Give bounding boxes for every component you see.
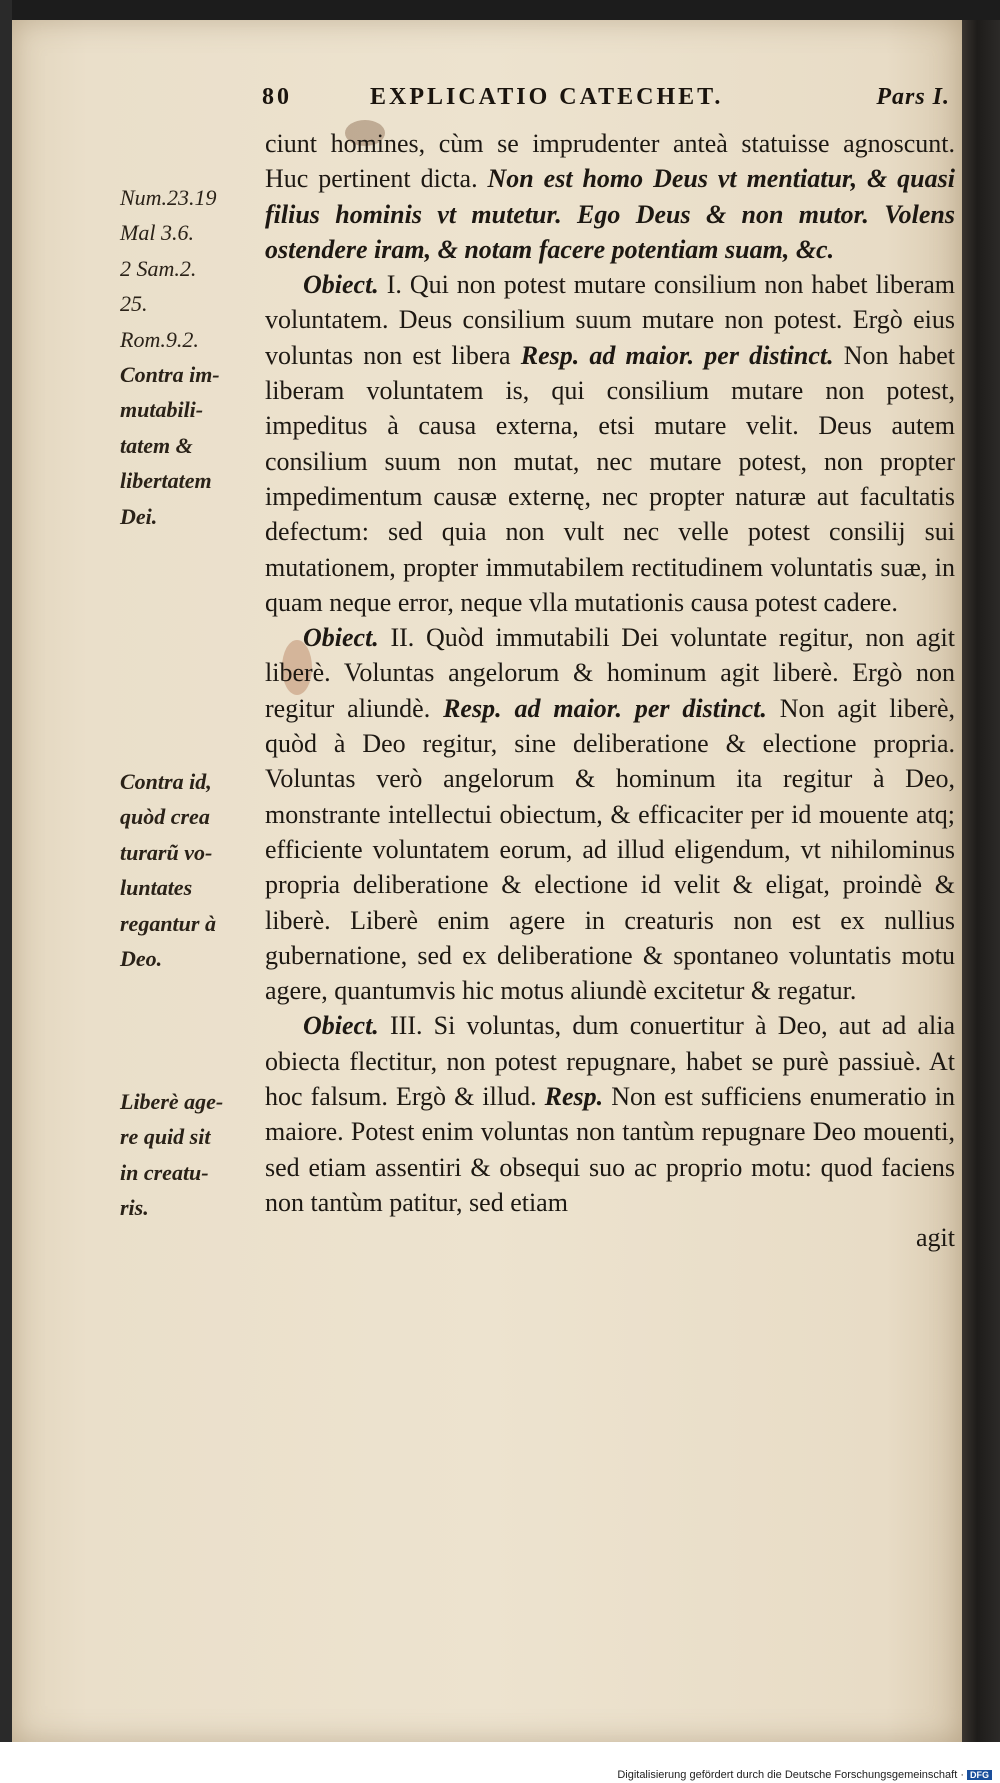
margin-note-line: tatem & [120,432,193,458]
margin-note-line: mutabili- [120,397,204,423]
body-text: Non est sufficiens enumeratio in maiore. Potest enim voluntas non tantùm repugnare Deo mouenti, sed etiam assentiri & obsequi suo ac proprio motu: quod faciens non tantùm patitur, sed etiam [265,1082,955,1217]
credit-text: Digitalisierung gefördert durch die Deutsche Forschungsgemeinschaft · [617,1769,964,1781]
objection-1 [265,267,955,620]
body-text: III. Si voluntas, dum conuertitur à Deo, aut ad alia obiecta flectitur, non potest repugnare, habet se purè passiuè. At hoc falsum. Ergò & illud. [265,1011,955,1112]
objection-label: Obiect. [303,270,379,300]
objection-label: Obiect. [303,1011,379,1041]
body-text: Non habet liberam voluntatem is, qui consilium mutare non potest, impeditus à causa externa, etsi mutare velit. Deus autem consilium suum non mutat, nec mutare potest, non propter impedimentum causæ externę, nec propter naturæ aut facultatis defectum: sed quia non vult nec velle potest consilij sui mutationem, propter immutabilem rectitudinem voluntatis suæ, in quam neque error, neque vlla mutationis causa potest cadere. [265,340,955,617]
margin-note-line: libertatem [120,468,212,494]
scan-left-edge [0,0,12,1783]
footer-bar [0,1742,1000,1783]
body-text: Non agit liberè, quòd à Deo regitur, sine deliberatione & electione propria. Voluntas verò angelorum & hominum ita regitur à Deo, monstrante intellectui obiectum, & efficaciter per id mouente atq; efficiente voluntatem eorum, ad illud eligendum, vt nihilominus propria deliberatione & electione id velit & eligat, proindè & liberè. Liberè enim agere in creaturis non est ex nullius gubernatione, sed ex deliberatione & spontaneo voluntatis motu agere, quantumvis hic motus aliundè excitetur & regatur. [265,693,955,1006]
margin-note-line: Contra im- [120,362,220,388]
body-text: II. Quòd immutabili Dei voluntate regitur, non agit liberè. Voluntas angelorum & hominum agit liberè. Ergò non regitur aliundè. [265,623,955,723]
margin-note-creatures [120,764,260,976]
book-edge [962,20,1000,1742]
margin-note-references [120,180,260,534]
scripture-ref: Num.23.19 [120,185,217,210]
scripture-ref: Rom.9.2. [120,326,199,352]
page-number: 80 [262,84,292,110]
margin-note-line: quòd crea [120,804,210,830]
paragraph-continuation [265,126,955,267]
objection-2 [265,620,955,1008]
margin-note-line: Deo. [120,946,163,972]
body-text: ciunt homines, cùm se imprudenter anteà statuisse agnoscunt. Huc pertinent dicta. [265,129,955,194]
scripture-ref: 2 Sam.2. [120,255,197,281]
digitization-credit [617,1769,992,1781]
margin-note-line: Contra id, [120,769,212,794]
scripture-ref: 25. [120,291,148,317]
margin-note-line: regantur à [120,910,216,936]
response-label: Resp. ad maior. per distinct. [443,693,767,723]
running-title: EXPLICATIO CATECHET. [370,84,724,110]
margin-note-line: luntates [120,875,193,901]
objection-label: Obiect. [303,623,379,653]
response-label: Resp. ad maior. per distinct. [520,340,834,370]
objection-3 [265,1008,955,1220]
margin-note-line: ris. [120,1195,149,1221]
part-label: Pars I. [876,84,950,110]
margin-note-line: turarũ vo- [120,839,213,865]
dfg-logo: DFG [967,1770,992,1780]
scripture-ref: Mal 3.6. [120,220,194,246]
margin-note-free-agency [120,1084,260,1226]
margin-note-line: in creatu- [120,1159,209,1185]
body-text: I. Qui non potest mutare consilium non habet liberam voluntatem. Deus consilium suum mutare non potest. Ergò eius voluntas non est libera [265,270,955,370]
catchword-line [265,1220,955,1255]
response-label: Resp. [544,1082,604,1112]
margin-note-line: Liberè age- [120,1089,224,1114]
main-text [265,126,955,1256]
catchword: agit [916,1223,955,1253]
margin-note-line: re quid sit [120,1124,211,1150]
margin-note-line: Dei. [120,503,158,529]
running-header [262,84,950,114]
scripture-quote: Non est homo Deus vt mentiatur, & quasi filius hominis vt mutetur. Ego Deus & non mutor. Volens ostendere iram, & notam facere potentiam suam, &c. [265,164,955,264]
